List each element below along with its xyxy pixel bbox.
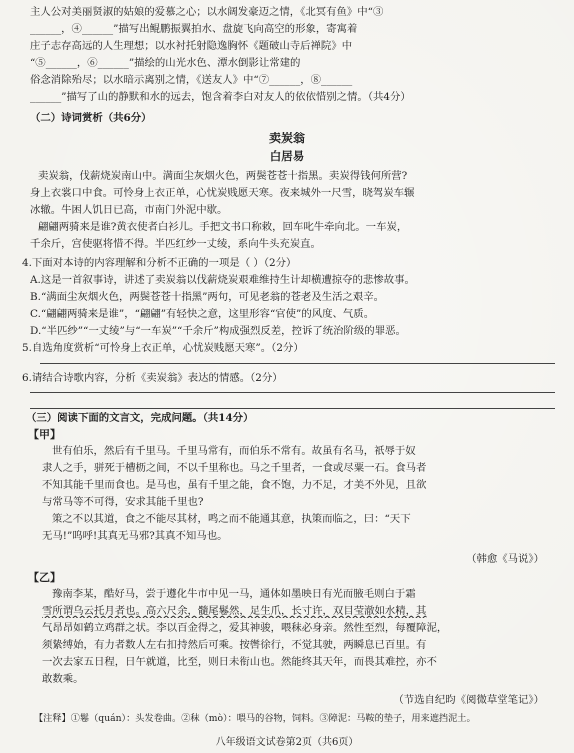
poem-author: 白居易 <box>269 150 305 163</box>
q4-option-c: C.“翩翩两骑来是谁”，“翩翩”有轻快之意，这里形容“官使”的风度、气质。 <box>30 308 375 320</box>
poem-line-4: 翩翩两骑来是谁?黄衣使者白衫儿。手把文书口称敕，回车叱牛牵向北。一车炭， <box>38 221 408 233</box>
passage-jia-label: 【甲】 <box>28 428 61 441</box>
poem-line-1: 卖炭翁，伐薪烧炭南山中。满面尘灰烟火色，两鬓苍苍十指黑。卖炭得钱何所营? <box>38 170 408 182</box>
yi-line-3: 气昂昂如鹤立鸡群之状。李以百金得之，爱其神骏，喂秣必身亲。然性至烈，每覆障泥， <box>42 622 448 634</box>
page-footer: 八年级语文试卷第2页（共6页） <box>215 737 359 748</box>
answer-line <box>40 363 555 364</box>
section1-line-1: 主人公对美丽贤淑的姑娘的爱慕之心；以水阔发豪迈之情，《北冥有鱼》中“③ <box>30 6 384 18</box>
yi-line-1 <box>52 588 552 601</box>
jia-line-3: 不知其能千里而食也。是马也，虽有千里之能，食不饱，力不足，才美不外见，且欲 <box>42 479 427 491</box>
question-5: 5.自选角度赏析“可怜身上衣正单，心忧炭贱愿天寒”。（2分） <box>22 342 304 354</box>
section1-line-6: ______”描写了山的静默和水的远去，饱含着李白对友人的依依惜别之情。（共4分） <box>30 91 411 103</box>
section1-line-5: 俗念消除殆尽；以水暗示离别之情，《送友人》中“⑦______，⑧______ <box>30 74 353 86</box>
yi-source: （节选自纪昀《阅微草堂笔记》） <box>393 694 544 706</box>
jia-line-4: 与常马等不可得，安求其能千里也? <box>42 496 204 508</box>
section3-heading: （三）阅读下面的文言文，完成问题。（共14分） <box>26 412 254 424</box>
answer-line <box>30 408 555 409</box>
annotation-notes: 【注释】①鬈（quán）：头发卷曲。②秣（mò）：喂马的谷物，饲料。③障泥：马鞍的垫子，用来遮挡泥土。 <box>34 713 476 724</box>
passage-yi-label: 【乙】 <box>28 571 61 584</box>
jia-source: （韩愈《马说》） <box>466 553 544 565</box>
jia-line-5: 策之不以其道，食之不能尽其材，鸣之而不能通其意，执策而临之，曰：“天下 <box>52 513 411 525</box>
poem-line-5: 千余斤，宫使驱将惜不得。半匹红纱一丈绫，系向牛头充炭直。 <box>30 238 321 250</box>
poem-line-2: 身上衣裳口中食。可怜身上衣正单，心忧炭贱愿天寒。夜来城外一尺雪，晓驾炭车辗 <box>30 187 415 199</box>
poem-title: 卖炭翁 <box>268 132 305 145</box>
yi-line-5: 一次去家五日程，日午就道，比至，则日未衔山也。然能终其天年，而畏其难控，亦不 <box>42 656 437 668</box>
q4-option-d: D.“半匹纱”“一丈绫”与“一车炭”“千余斤”构成强烈反差，控诉了统治阶级的罪恶。 <box>30 325 406 337</box>
section1-line-2: ______，④______”描写出鲲鹏振翼拍水、盘旋飞向高空的形象，寄寓着 <box>30 23 358 35</box>
q4-option-a: A.这是一首叙事诗，讲述了卖炭翁以伐薪烧炭艰难维持生计却横遭掠夺的悲惨故事。 <box>30 274 415 286</box>
answer-line <box>30 392 555 393</box>
yi-line-6: 敢数乘。 <box>42 673 84 685</box>
section2-heading: （二）诗词赏析（共6分） <box>30 112 152 124</box>
yi-line-1-text: 豫南李某，酷好马，尝于遵化牛市中见一马，通体如墨映日有光而腋毛则白于霜 <box>52 588 416 600</box>
section1-line-3: 庄子志存高远的人生理想；以水衬托射隐逸胸怀《题破山寺后禅院》中 <box>30 40 353 52</box>
section1-line-4: “⑤______，⑥______”描绘的山光水色、潭水倒影让常建的 <box>30 57 301 69</box>
q4-option-b: B.“满面尘灰烟火色，两鬓苍苍十指黑”两句，可见老翁的苍老及生活之艰辛。 <box>30 291 385 303</box>
yi-line-4: 须絷缚始，有力者数人左右扣持然后可乘。按辔徐行，不觉其驶，两瞬息已百里。有 <box>42 639 427 651</box>
jia-line-1: 世有伯乐，然后有千里马。千里马常有，而伯乐不常有。故虽有名马，祇辱于奴 <box>52 445 416 457</box>
jia-line-6: 无马!”呜呼!其真无马邪?其真不知马也。 <box>42 530 228 542</box>
question-4: 4.下面对本诗的内容理解和分析不正确的一项是（ ）（2分） <box>22 257 297 269</box>
yi-line-2: 雪所谓乌云托月者也。高六尺余，髓尾鬈然，足生爪，长寸许，双目莹澈如水精，其 <box>42 605 427 617</box>
question-6: 6.请结合诗歌内容，分析《卖炭翁》表达的情感。（2分） <box>22 372 283 384</box>
jia-line-2: 隶人之手，骈死于槽枥之间，不以千里称也。马之千里者，一食或尽粟一石。食马者 <box>42 462 427 474</box>
poem-line-3: 冰辙。牛困人饥日已高，市南门外泥中歇。 <box>30 204 228 216</box>
